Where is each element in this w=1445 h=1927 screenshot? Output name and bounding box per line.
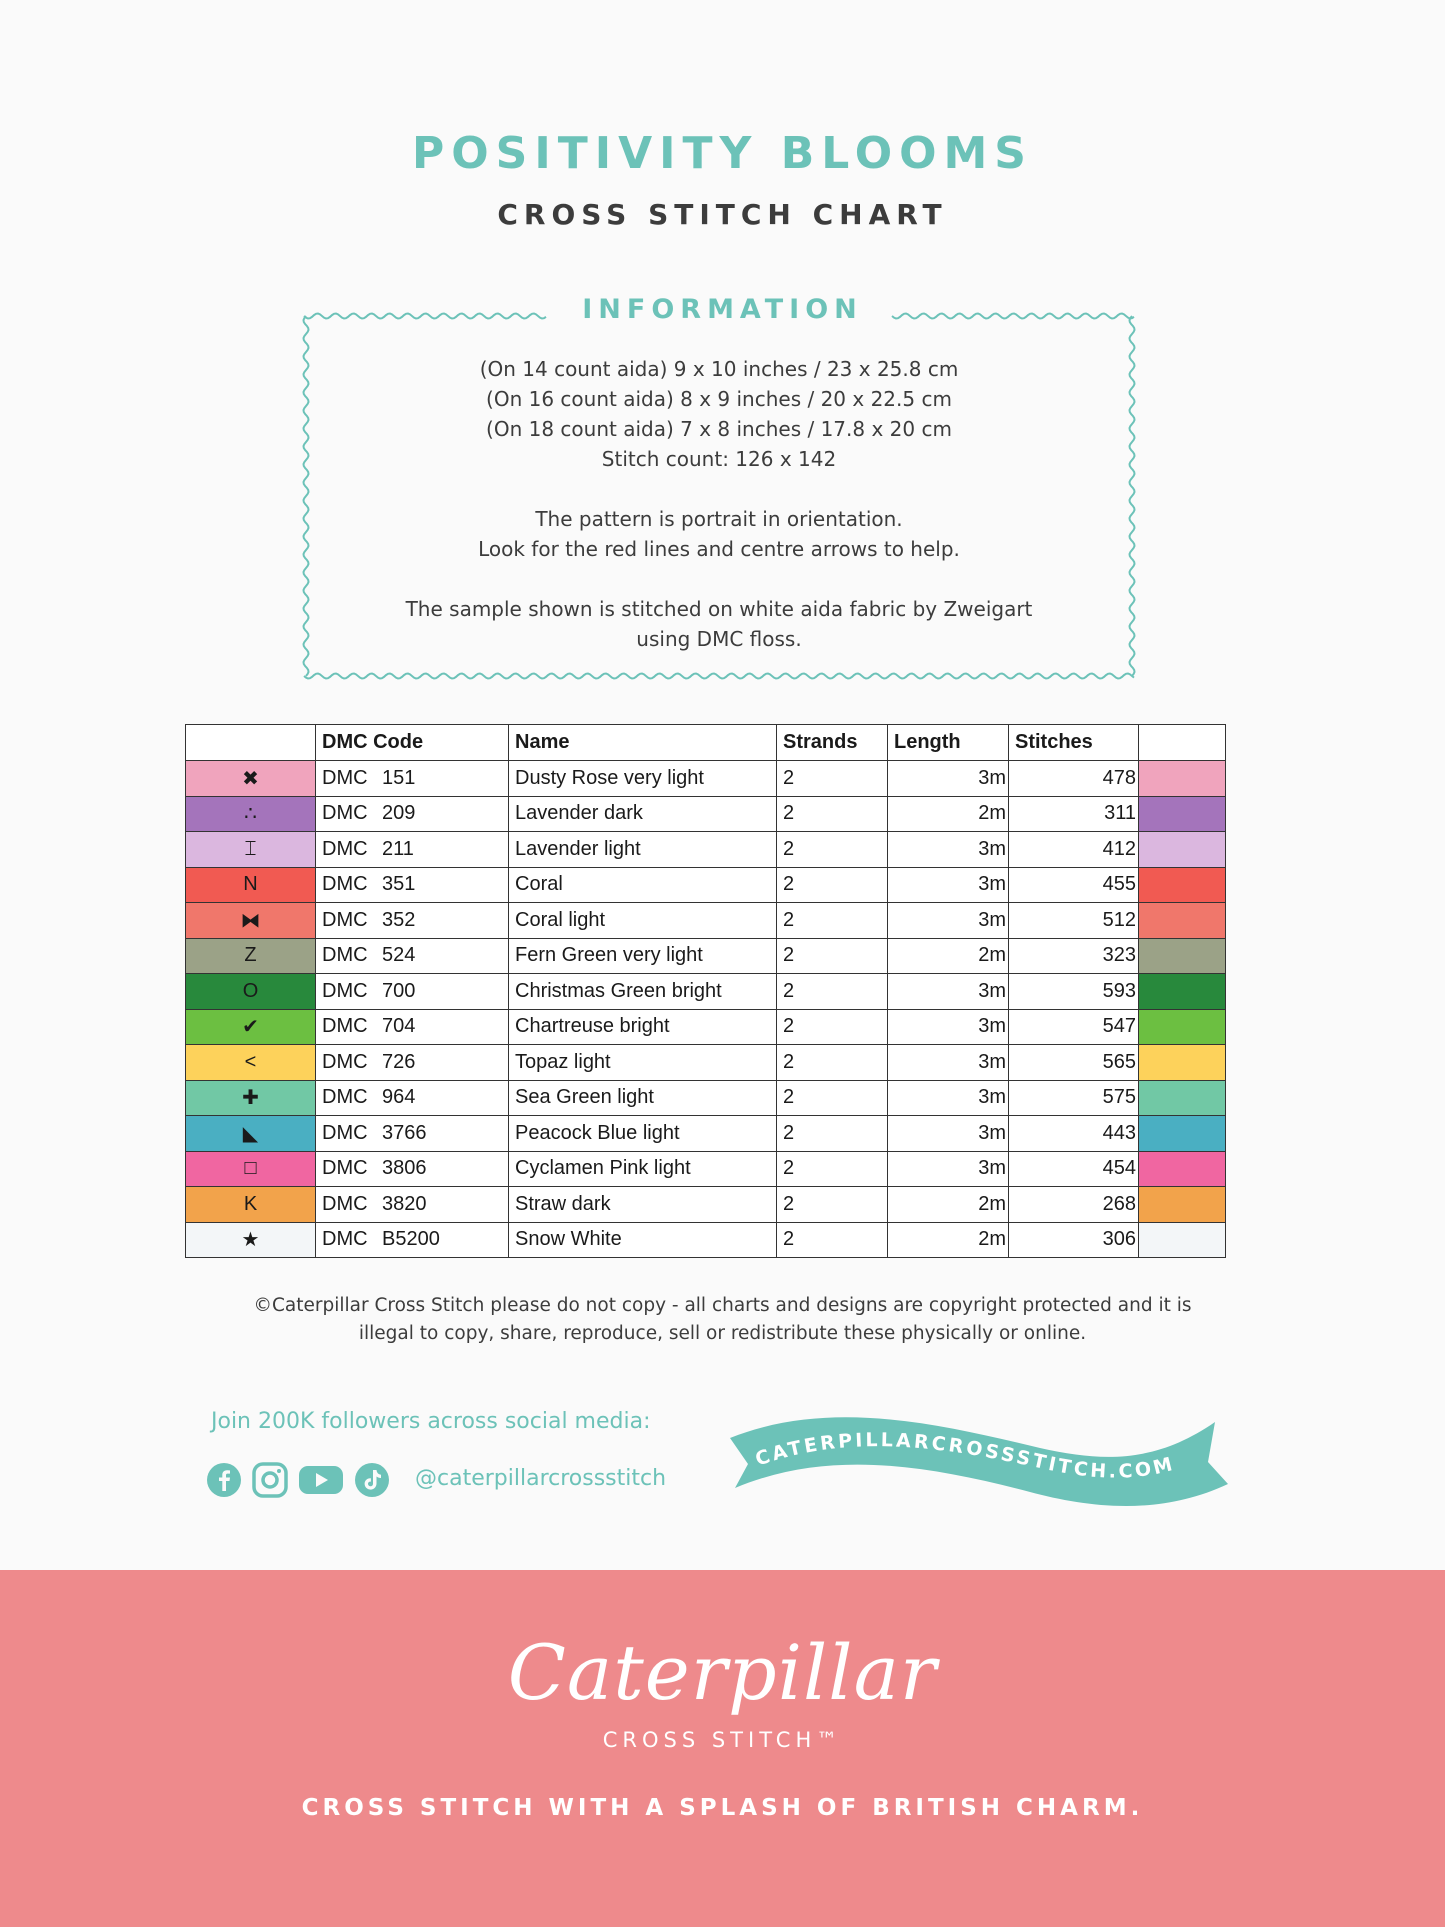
information-heading: INFORMATION <box>582 294 863 325</box>
length-cell: 3m <box>888 867 1009 903</box>
length-cell: 3m <box>888 1009 1009 1045</box>
name-cell: Christmas Green bright <box>509 974 777 1010</box>
stitch-symbol-icon: Z <box>244 944 257 967</box>
stitches-cell: 547 <box>1009 1009 1139 1045</box>
facebook-icon[interactable] <box>206 1462 242 1503</box>
dmc-code-cell <box>316 938 509 974</box>
symbol-cell <box>186 761 316 797</box>
length-cell: 3m <box>888 903 1009 939</box>
social-handle[interactable]: @caterpillarcrossstitch <box>415 1466 667 1491</box>
copyright-line: illegal to copy, share, reproduce, sell or redistribute these physically or online. <box>358 1323 1087 1344</box>
dmc-number: 351 <box>382 873 416 896</box>
page-subtitle: CROSS STITCH CHART <box>497 198 948 231</box>
symbol-cell <box>186 867 316 903</box>
swatch-cell <box>1139 796 1226 832</box>
social-cta: Join 200K followers across social media: <box>211 1409 651 1434</box>
strands-cell: 2 <box>777 974 888 1010</box>
stitches-cell: 306 <box>1009 1222 1139 1258</box>
dmc-code-cell <box>316 903 509 939</box>
dmc-prefix: DMC <box>322 1121 368 1144</box>
name-cell: Straw dark <box>509 1187 777 1223</box>
dmc-code-cell <box>316 1222 509 1258</box>
strands-cell: 2 <box>777 796 888 832</box>
stitches-cell: 268 <box>1009 1187 1139 1223</box>
dmc-number: 704 <box>382 1015 416 1038</box>
dmc-prefix: DMC <box>322 802 368 825</box>
dmc-number: 524 <box>382 944 416 967</box>
website-url: CATERPILLARCROSSSTITCH.COM <box>752 1429 1178 1483</box>
table-row <box>186 1151 1226 1187</box>
dmc-code-cell <box>316 1151 509 1187</box>
website-banner[interactable] <box>710 1404 1230 1519</box>
swatch-cell <box>1139 1045 1226 1081</box>
name-cell: Cyclamen Pink light <box>509 1151 777 1187</box>
strands-cell: 2 <box>777 938 888 974</box>
dmc-code-cell <box>316 796 509 832</box>
dmc-number: 3766 <box>382 1121 427 1144</box>
length-cell: 3m <box>888 1151 1009 1187</box>
strands-cell: 2 <box>777 1009 888 1045</box>
youtube-icon[interactable] <box>298 1462 344 1503</box>
dmc-prefix: DMC <box>322 979 368 1002</box>
swatch-cell <box>1139 938 1226 974</box>
name-cell: Snow White <box>509 1222 777 1258</box>
length-cell: 2m <box>888 1222 1009 1258</box>
symbol-cell <box>186 1045 316 1081</box>
table-row <box>186 1222 1226 1258</box>
strands-cell: 2 <box>777 832 888 868</box>
table-row <box>186 1009 1226 1045</box>
stitch-symbol-icon: ✚ <box>242 1087 259 1110</box>
symbol-cell <box>186 1222 316 1258</box>
header-name: Name <box>509 725 777 761</box>
table-row <box>186 796 1226 832</box>
dmc-prefix: DMC <box>322 873 368 896</box>
banner-ribbon <box>710 1404 1230 1514</box>
dmc-number: B5200 <box>382 1228 440 1251</box>
stitches-cell: 323 <box>1009 938 1139 974</box>
stitches-cell: 512 <box>1009 903 1139 939</box>
stitches-cell: 311 <box>1009 796 1139 832</box>
strands-cell: 2 <box>777 903 888 939</box>
page-title: POSITIVITY BLOOMS <box>411 128 1033 179</box>
brand-logo: Caterpillar <box>507 1628 938 1717</box>
dmc-number: 3820 <box>382 1192 427 1215</box>
info-line <box>302 564 1136 594</box>
swatch-cell <box>1139 1222 1226 1258</box>
dmc-number: 209 <box>382 802 416 825</box>
stitches-cell: 575 <box>1009 1080 1139 1116</box>
symbol-cell <box>186 1116 316 1152</box>
stitch-symbol-icon: ✔ <box>242 1016 259 1039</box>
table-row <box>186 1187 1226 1223</box>
swatch-cell <box>1139 832 1226 868</box>
symbol-cell <box>186 974 316 1010</box>
length-cell: 2m <box>888 938 1009 974</box>
dmc-number: 151 <box>382 766 416 789</box>
symbol-cell <box>186 938 316 974</box>
swatch-cell <box>1139 867 1226 903</box>
stitch-symbol-icon: N <box>243 873 258 896</box>
dmc-code-cell <box>316 1045 509 1081</box>
stitches-cell: 454 <box>1009 1151 1139 1187</box>
dmc-number: 700 <box>382 979 416 1002</box>
table-row <box>186 1045 1226 1081</box>
symbol-cell <box>186 1009 316 1045</box>
swatch-cell <box>1139 903 1226 939</box>
info-line: Look for the red lines and centre arrows to help. <box>478 537 960 561</box>
table-row <box>186 938 1226 974</box>
name-cell: Coral light <box>509 903 777 939</box>
symbol-cell <box>186 1080 316 1116</box>
table-row <box>186 1116 1226 1152</box>
stitches-cell: 478 <box>1009 761 1139 797</box>
swatch-cell <box>1139 974 1226 1010</box>
dmc-prefix: DMC <box>322 837 368 860</box>
floss-key-table <box>185 724 1226 1258</box>
stitches-cell: 455 <box>1009 867 1139 903</box>
dmc-number: 964 <box>382 1086 416 1109</box>
table-row <box>186 867 1226 903</box>
tiktok-icon[interactable] <box>354 1462 390 1503</box>
dmc-code-cell <box>316 1009 509 1045</box>
table-row <box>186 903 1226 939</box>
swatch-cell <box>1139 1116 1226 1152</box>
header-length: Length <box>888 725 1009 761</box>
dmc-prefix: DMC <box>322 1192 368 1215</box>
symbol-cell <box>186 1187 316 1223</box>
stitch-symbol-icon: O <box>242 979 259 1002</box>
instagram-icon[interactable] <box>252 1462 288 1503</box>
strands-cell: 2 <box>777 761 888 797</box>
dmc-code-cell <box>316 1187 509 1223</box>
length-cell: 2m <box>888 1187 1009 1223</box>
swatch-cell <box>1139 1009 1226 1045</box>
table-row <box>186 832 1226 868</box>
length-cell: 3m <box>888 761 1009 797</box>
name-cell: Fern Green very light <box>509 938 777 974</box>
dmc-number: 211 <box>382 837 414 860</box>
length-cell: 3m <box>888 1045 1009 1081</box>
info-line: (On 16 count aida) 8 x 9 inches / 20 x 22.5 cm <box>486 387 952 411</box>
info-line: (On 14 count aida) 9 x 10 inches / 23 x 25.8 cm <box>479 357 959 381</box>
swatch-cell <box>1139 1080 1226 1116</box>
copyright-notice <box>0 1292 1445 1348</box>
stitch-symbol-icon: □ <box>244 1157 257 1180</box>
symbol-cell <box>186 1151 316 1187</box>
dmc-prefix: DMC <box>322 944 368 967</box>
dmc-code-cell <box>316 867 509 903</box>
dmc-number: 3806 <box>382 1157 427 1180</box>
name-cell: Lavender light <box>509 832 777 868</box>
table-row <box>186 974 1226 1010</box>
name-cell: Lavender dark <box>509 796 777 832</box>
strands-cell: 2 <box>777 1116 888 1152</box>
name-cell: Chartreuse bright <box>509 1009 777 1045</box>
info-line <box>302 474 1136 504</box>
stitches-cell: 565 <box>1009 1045 1139 1081</box>
strands-cell: 2 <box>777 1080 888 1116</box>
info-line: Stitch count: 126 x 142 <box>601 447 837 471</box>
stitch-symbol-icon: ✖ <box>242 767 259 790</box>
dmc-number: 726 <box>382 1050 416 1073</box>
stitches-cell: 443 <box>1009 1116 1139 1152</box>
stitch-symbol-icon: ★ <box>241 1229 260 1252</box>
dmc-prefix: DMC <box>322 908 368 931</box>
dmc-code-cell <box>316 974 509 1010</box>
info-line: The sample shown is stitched on white aida fabric by Zweigart <box>405 597 1033 621</box>
stitch-symbol-icon: ⌶ <box>244 837 257 860</box>
table-header-row <box>186 725 1226 761</box>
dmc-code-cell <box>316 832 509 868</box>
header-symbol <box>186 725 316 761</box>
name-cell: Topaz light <box>509 1045 777 1081</box>
stitch-symbol-icon: K <box>243 1192 258 1215</box>
length-cell: 3m <box>888 1080 1009 1116</box>
dmc-prefix: DMC <box>322 766 368 789</box>
dmc-prefix: DMC <box>322 1157 368 1180</box>
name-cell: Coral <box>509 867 777 903</box>
info-line: using DMC floss. <box>636 627 802 651</box>
dmc-prefix: DMC <box>322 1228 368 1251</box>
strands-cell: 2 <box>777 1045 888 1081</box>
strands-cell: 2 <box>777 1222 888 1258</box>
information-text <box>302 354 1136 654</box>
header-stitches: Stitches <box>1009 725 1139 761</box>
brand-logo-subtitle: CROSS STITCH™ <box>602 1728 843 1752</box>
stitch-symbol-icon: ◣ <box>242 1122 259 1145</box>
strands-cell: 2 <box>777 867 888 903</box>
symbol-cell <box>186 832 316 868</box>
dmc-prefix: DMC <box>322 1050 368 1073</box>
dmc-code-cell <box>316 1080 509 1116</box>
length-cell: 3m <box>888 832 1009 868</box>
stitch-symbol-icon: ∴ <box>244 803 257 826</box>
name-cell: Dusty Rose very light <box>509 761 777 797</box>
header-dmc-code: DMC Code <box>316 725 509 761</box>
stitch-symbol-icon: ⧓ <box>240 909 261 932</box>
symbol-cell <box>186 903 316 939</box>
table-row <box>186 1080 1226 1116</box>
name-cell: Peacock Blue light <box>509 1116 777 1152</box>
stitches-cell: 412 <box>1009 832 1139 868</box>
header-strands: Strands <box>777 725 888 761</box>
footer-tagline: CROSS STITCH WITH A SPLASH OF BRITISH CHARM. <box>301 1795 1144 1821</box>
swatch-cell <box>1139 1151 1226 1187</box>
header-swatch <box>1139 725 1226 761</box>
swatch-cell <box>1139 761 1226 797</box>
length-cell: 3m <box>888 1116 1009 1152</box>
copyright-line: ©Caterpillar Cross Stitch please do not copy - all charts and designs are copyright protected and it is <box>253 1295 1192 1316</box>
dmc-code-cell <box>316 761 509 797</box>
symbol-cell <box>186 796 316 832</box>
name-cell: Sea Green light <box>509 1080 777 1116</box>
swatch-cell <box>1139 1187 1226 1223</box>
stitch-symbol-icon: < <box>244 1050 257 1073</box>
strands-cell: 2 <box>777 1187 888 1223</box>
dmc-prefix: DMC <box>322 1015 368 1038</box>
length-cell: 3m <box>888 974 1009 1010</box>
info-line: (On 18 count aida) 7 x 8 inches / 17.8 x 20 cm <box>486 417 952 441</box>
info-line: The pattern is portrait in orientation. <box>535 507 903 531</box>
length-cell: 2m <box>888 796 1009 832</box>
dmc-code-cell <box>316 1116 509 1152</box>
strands-cell: 2 <box>777 1151 888 1187</box>
table-row <box>186 761 1226 797</box>
social-icons <box>206 1462 390 1503</box>
dmc-prefix: DMC <box>322 1086 368 1109</box>
stitches-cell: 593 <box>1009 974 1139 1010</box>
dmc-number: 352 <box>382 908 416 931</box>
